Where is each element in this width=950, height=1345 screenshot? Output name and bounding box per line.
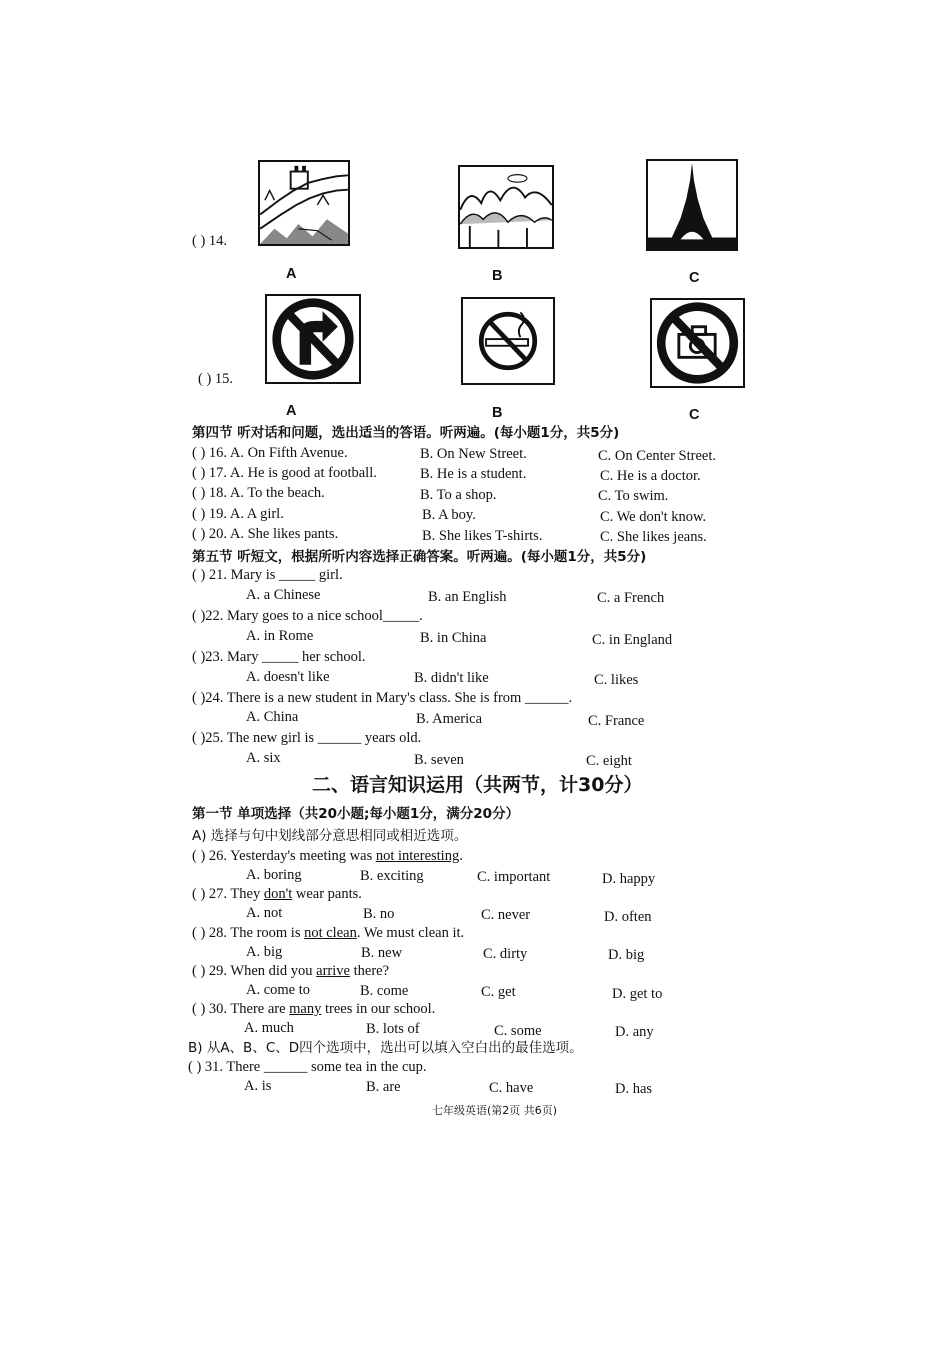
part2-section-a-instruction: A) 选择与句中划线部分意思相同或相近选项。 <box>192 828 468 844</box>
q27-option-c: C. never <box>481 907 531 923</box>
q30-underlined: many <box>289 1001 322 1017</box>
q29-underlined: arrive <box>316 963 350 979</box>
q27-stem <box>192 886 362 903</box>
q25-stem: ( )25. The new girl is ______ years old. <box>192 730 422 746</box>
q31-option-c: C. have <box>489 1080 534 1096</box>
q15-number: ( ) 15. <box>198 371 234 387</box>
q27-option-b: B. no <box>363 906 395 922</box>
q19-stem: ( ) 19. A. A girl. <box>192 506 284 522</box>
q24-option-c: C. France <box>588 713 645 729</box>
q21-option-b: B. an English <box>428 589 507 605</box>
q29-option-a: A. come to <box>246 982 311 998</box>
q17-option-b: B. He is a student. <box>420 466 527 482</box>
q26-option-d: D. happy <box>602 871 656 887</box>
q14-label-b: B <box>492 268 503 284</box>
q18-stem: ( ) 18. A. To the beach. <box>192 485 325 501</box>
q15-label-b: B <box>492 405 503 421</box>
great-wall-icon <box>258 160 350 246</box>
q28-option-b: B. new <box>361 945 403 961</box>
q26-option-c: C. important <box>477 869 551 885</box>
q30-stem-post: trees in our school. <box>321 1001 436 1017</box>
q26-underlined: not interesting <box>375 848 460 864</box>
q18-option-b: B. To a shop. <box>420 487 497 503</box>
mountains-icon <box>458 165 554 249</box>
q21-option-a: A. a Chinese <box>246 587 321 603</box>
q29-option-b: B. come <box>360 983 409 999</box>
q23-option-c: C. likes <box>594 672 639 688</box>
q24-option-b: B. America <box>416 711 483 727</box>
q15-label-a: A <box>286 403 297 419</box>
q26-stem-pre: ( ) 26. Yesterday's meeting was <box>192 848 376 864</box>
q22-option-c: C. in England <box>592 632 673 648</box>
q26-stem <box>192 848 463 865</box>
q29-stem-pre: ( ) 29. When did you <box>192 963 317 979</box>
q17-option-c: C. He is a doctor. <box>600 468 701 484</box>
q29-option-d: D. get to <box>612 986 663 1002</box>
q24-option-a: A. China <box>246 709 299 725</box>
section5-heading: 第五节 听短文，根据所听内容选择正确答案。听两遍。(每小题1分，共5分) <box>192 549 647 565</box>
q31-option-a: A. is <box>244 1078 272 1094</box>
q19-option-c: C. We don't know. <box>600 509 707 525</box>
part2-subsection1-heading: 第一节 单项选择（共20小题;每小题1分，满分20分） <box>192 806 520 822</box>
q25-option-b: B. seven <box>414 752 464 768</box>
q27-stem-post: wear pants. <box>292 886 362 902</box>
q21-option-c: C. a French <box>597 590 665 606</box>
q20-option-c: C. She likes jeans. <box>600 529 707 545</box>
q22-option-a: A. in Rome <box>246 628 314 644</box>
q28-option-c: C. dirty <box>483 946 528 962</box>
q16-option-b: B. On New Street. <box>420 446 527 462</box>
q19-option-b: B. A boy. <box>422 507 476 523</box>
q29-option-c: C. get <box>481 984 516 1000</box>
q25-option-a: A. six <box>246 750 281 766</box>
q17-stem: ( ) 17. A. He is good at football. <box>192 465 377 481</box>
no-photo-icon <box>650 298 745 388</box>
q25-option-c: C. eight <box>586 753 632 769</box>
q14-label-a: A <box>286 266 297 282</box>
q27-stem-pre: ( ) 27. They <box>192 886 264 902</box>
q24-stem: ( )24. There is a new student in Mary's class. She is from ______. <box>192 690 573 706</box>
section4-heading: 第四节 听对话和问题，选出适当的答语。听两遍。(每小题1分，共5分) <box>192 425 620 441</box>
q30-stem <box>192 1001 435 1018</box>
q31-option-d: D. has <box>615 1081 653 1097</box>
q26-option-b: B. exciting <box>360 868 424 884</box>
q26-stem-post: . <box>459 848 463 864</box>
q31-option-b: B. are <box>366 1079 401 1095</box>
q27-option-d: D. often <box>604 909 652 925</box>
q28-stem <box>192 925 464 942</box>
q30-option-d: D. any <box>615 1024 654 1040</box>
q28-underlined: not clean <box>304 925 357 941</box>
q30-option-c: C. some <box>494 1023 542 1039</box>
q28-stem-pre: ( ) 28. The room is <box>192 925 305 941</box>
q30-option-a: A. much <box>244 1020 294 1036</box>
q27-option-a: A. not <box>246 905 283 921</box>
q15-label-c: C <box>689 407 700 423</box>
q18-option-c: C. To swim. <box>598 488 669 504</box>
q26-option-a: A. boring <box>246 867 302 883</box>
q31-stem: ( ) 31. There ______ some tea in the cup. <box>188 1059 427 1075</box>
q22-option-b: B. in China <box>420 630 487 646</box>
q20-option-b: B. She likes T-shirts. <box>422 528 543 544</box>
q29-stem <box>192 963 389 980</box>
no-smoking-icon <box>461 297 555 385</box>
q23-stem: ( )23. Mary _____ her school. <box>192 649 366 665</box>
no-right-turn-icon <box>265 294 361 384</box>
q21-stem: ( ) 21. Mary is _____ girl. <box>192 567 343 583</box>
q16-option-c: C. On Center Street. <box>598 448 716 464</box>
eiffel-tower-icon <box>646 159 738 251</box>
q28-option-a: A. big <box>246 944 283 960</box>
page-footer: 七年级英语(第2页 共6页) <box>432 1104 558 1117</box>
q28-stem-post: . We must clean it. <box>356 925 465 941</box>
q16-stem: ( ) 16. A. On Fifth Avenue. <box>192 445 348 461</box>
q22-stem: ( )22. Mary goes to a nice school_____. <box>192 608 423 624</box>
q14-number: ( ) 14. <box>192 233 228 249</box>
part2-title: 二、语言知识运用（共两节，计30分） <box>312 774 643 796</box>
q30-stem-pre: ( ) 30. There are <box>192 1001 290 1017</box>
q29-stem-post: there? <box>349 963 390 979</box>
part2-section-b-instruction: B) 从A、B、C、D四个选项中，选出可以填入空白出的最佳选项。 <box>188 1040 583 1056</box>
q28-option-d: D. big <box>608 947 645 963</box>
q14-label-c: C <box>689 270 700 286</box>
q23-option-a: A. doesn't like <box>246 669 330 685</box>
q27-underlined: don't <box>263 886 293 902</box>
q23-option-b: B. didn't like <box>414 670 489 686</box>
q30-option-b: B. lots of <box>366 1021 420 1037</box>
q20-stem: ( ) 20. A. She likes pants. <box>192 526 339 542</box>
